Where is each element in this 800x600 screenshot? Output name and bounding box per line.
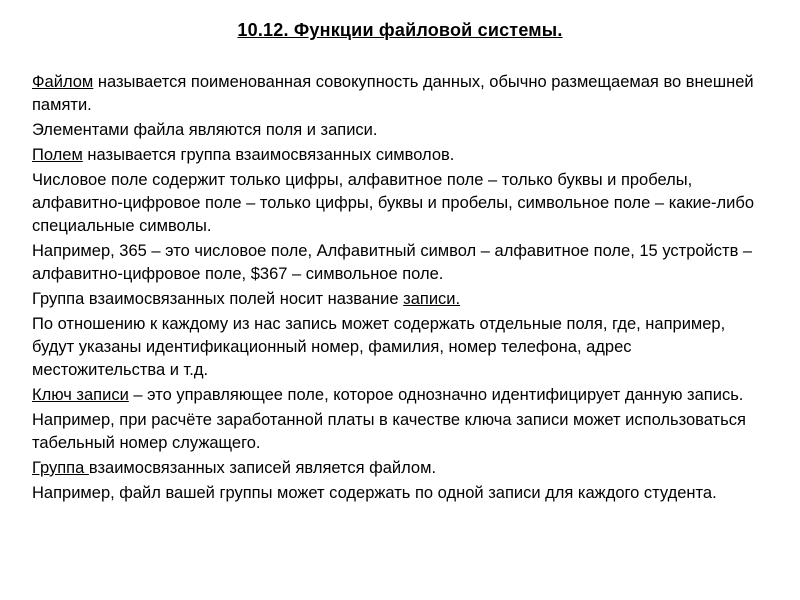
document-body (32, 71, 768, 505)
paragraph (32, 119, 768, 142)
paragraph (32, 169, 768, 238)
text-segment: называется группа взаимосвязанных символов. (82, 146, 455, 164)
text-segment: По отношению к каждому из нас запись может содержать отдельные поля, где, например, будут указаны идентификационный номер, фамилия, номер телефона, адрес местожительства и т.д. (32, 315, 726, 379)
text-segment: – это управляющее поле, которое однозначно идентифицирует данную запись. (128, 386, 744, 404)
paragraph (32, 409, 768, 455)
text-segment: Группа взаимосвязанных полей носит название (32, 290, 404, 308)
text-segment: взаимосвязанных записей является файлом. (88, 459, 437, 477)
underlined-term: Группа (32, 459, 89, 477)
paragraph (32, 457, 768, 480)
text-segment: Например, при расчёте заработанной платы в качестве ключа записи может использоваться табельный номер служащего. (32, 411, 746, 452)
underlined-term: Файлом (32, 73, 94, 91)
paragraph (32, 288, 768, 311)
paragraph (32, 482, 768, 505)
text-segment: называется поименованная совокупность данных, обычно размещаемая во внешней памяти. (32, 73, 754, 114)
paragraph (32, 240, 768, 286)
paragraph (32, 313, 768, 382)
text-segment: Элементами файла являются поля и записи. (32, 121, 378, 139)
page-title: 10.12. Функции файловой системы. (237, 20, 563, 40)
text-segment: Например, файл вашей группы может содержать по одной записи для каждого студента. (32, 484, 717, 502)
underlined-term: Полем (32, 146, 83, 164)
underlined-term: Ключ записи (32, 386, 129, 404)
text-segment: Например, 365 – это числовое поле, Алфавитный символ – алфавитное поле, 15 устройств – алфавитно-цифровое поле, $367 – символьное поле. (32, 242, 753, 283)
paragraph (32, 384, 768, 407)
text-segment: Числовое поле содержит только цифры, алфавитное поле – только буквы и пробелы, алфавитно-цифровое поле – только цифры, буквы и пробелы, символьное поле – какие-либо специальные символы. (32, 171, 755, 235)
paragraph (32, 71, 768, 117)
paragraph (32, 144, 768, 167)
underlined-term: записи. (403, 290, 461, 308)
